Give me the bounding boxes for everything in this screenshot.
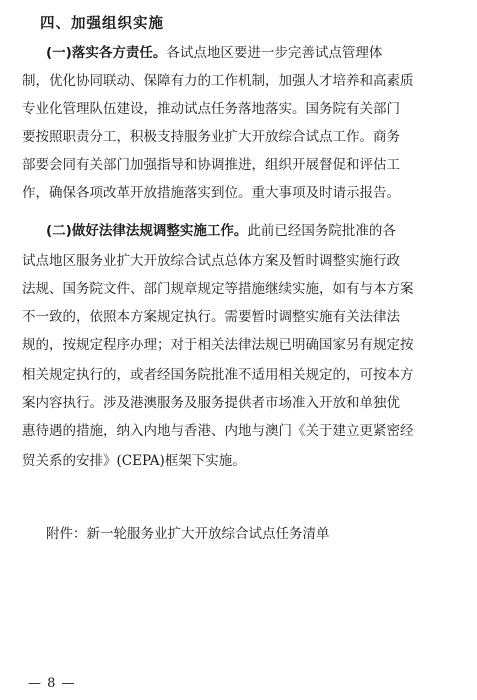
paragraph-line: 案内容执行。涉及港澳服务及服务提供者市场准入开放和单独优: [22, 395, 400, 411]
paragraph-line: 专业化管理队伍建设，推动试点任务落地落实。国务院有关部门: [22, 101, 400, 117]
paragraph-line: [46, 44, 382, 62]
paragraph-line: 试点地区服务业扩大开放综合试点总体方案及暂时调整实施行政: [22, 253, 400, 269]
paragraph-line: 规的，按规定程序办理；对于相关法律法规已明确国家另有规定按: [22, 337, 414, 353]
paragraph-line: 不一致的，依照本方案规定执行。需要暂时调整实施有关法律法: [22, 309, 400, 325]
paragraph-line: 要按照职责分工，积极支持服务业扩大开放综合试点工作。商务: [22, 129, 400, 145]
paragraph-lead: (二)做好法律法规调整实施工作。: [46, 223, 248, 239]
paragraph-line: 相关规定执行的，或者经国务院批准不适用相关规定的，可按本方: [22, 367, 414, 383]
paragraph-text: 此前已经国务院批准的各: [247, 223, 396, 239]
paragraph-line: 制，优化协同联动、保障有力的工作机制，加强人才培养和高素质: [22, 73, 414, 89]
paragraph-line: [46, 222, 396, 240]
paragraph-line: 贸关系的安排》(CEPA)框架下实施。: [22, 453, 246, 469]
paragraph-text: 各试点地区要进一步完善试点管理体: [166, 45, 383, 61]
paragraph-line: 法规、国务院文件、部门规章规定等措施继续实施，如有与本方案: [22, 281, 414, 297]
paragraph-line: 作，确保各项改革开放措施落实到位。重大事项及时请示报告。: [22, 185, 400, 201]
section-heading: 四、加强组织实施: [40, 16, 164, 32]
page-number: — 8 —: [28, 676, 76, 691]
paragraph-line: 部要会同有关部门加强指导和协调推进，组织开展督促和评估工: [22, 157, 400, 173]
paragraph-lead: (一)落实各方责任。: [46, 45, 167, 61]
attachment-note: 附件：新一轮服务业扩大开放综合试点任务清单: [46, 526, 330, 542]
paragraph-line: 惠待遇的措施，纳入内地与香港、内地与澳门《关于建立更紧密经: [22, 423, 414, 439]
